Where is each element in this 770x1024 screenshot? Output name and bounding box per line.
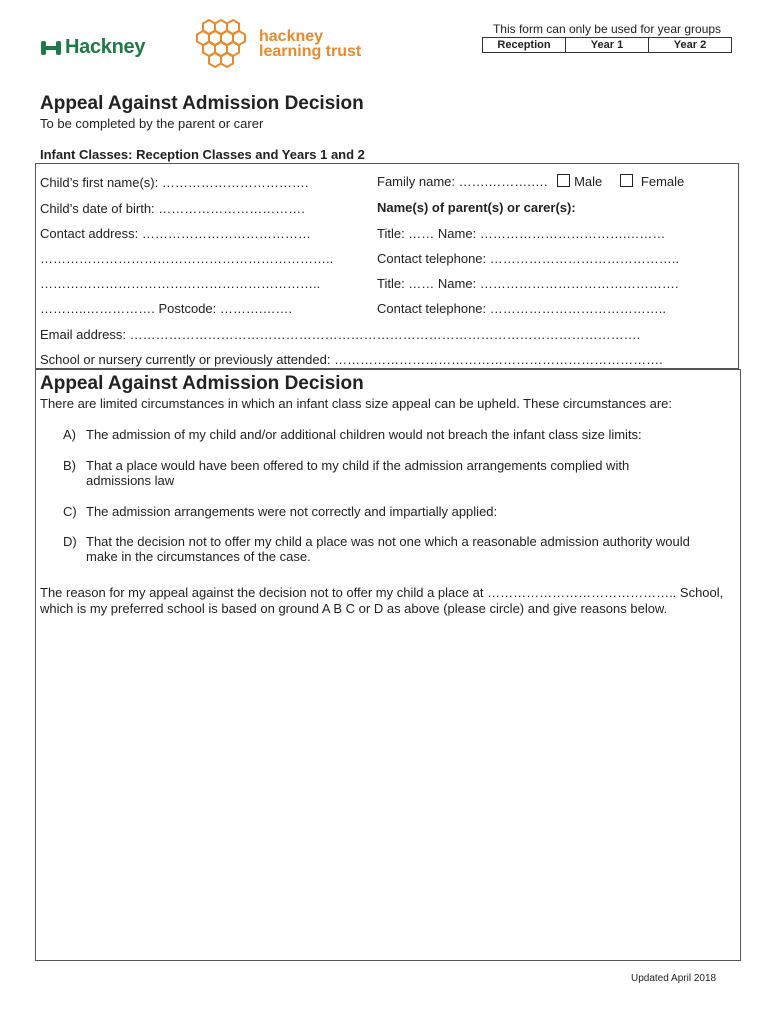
ground-c — [63, 504, 703, 519]
year-group-notice — [482, 22, 732, 53]
parents-heading: Name(s) of parent(s) or carer(s): — [377, 200, 576, 215]
ground-d-text: That the decision not to offer my child a place was not one which a reasonable admission authority would make in the circumstances of the case. — [86, 534, 690, 564]
hackney-logo — [40, 36, 145, 59]
learning-trust-line1: hackney — [259, 28, 324, 45]
ground-a-text: The admission of my child and/or additional children would not breach the infant class size limits: — [86, 427, 642, 442]
gender-row — [377, 174, 684, 189]
hackney-logo-text: Hackney — [65, 36, 146, 58]
email-field[interactable]: Email address: ………………………………………………………………………………………………………. — [40, 327, 641, 342]
parent2-telephone-field[interactable]: Contact telephone: ………………………………….. — [377, 301, 666, 316]
appeal-title: Appeal Against Admission Decision — [40, 373, 364, 394]
year-group-notice-text: This form can only be used for year groups — [492, 22, 722, 36]
female-checkbox[interactable] — [620, 174, 633, 187]
postcode-field[interactable]: ………..……………. Postcode: ……….……. — [40, 301, 293, 316]
appeal-intro: There are limited circumstances in which an infant class size appeal can be upheld. These circumstances are: — [40, 396, 673, 411]
hackney-h-icon — [40, 39, 62, 57]
family-name-field[interactable]: Family name: …….……….…. — [377, 174, 548, 189]
parent2-name-field[interactable]: Title: …… Name: ………………………………………. — [377, 276, 679, 291]
ground-a — [63, 427, 703, 442]
male-label: Male — [574, 174, 603, 189]
updated-date: Updated April 2018 — [631, 973, 717, 984]
child-first-name-field[interactable]: Child’s first name(s): ……………………………. — [40, 175, 309, 190]
year-group-year2: Year 2 — [673, 39, 707, 51]
learning-trust-wordmark — [259, 29, 361, 59]
appeal-reason-prompt: The reason for my appeal against the decision not to offer my child a place at …………………………………….. School, which is my preferred school is based on ground A B C or D as above (please circle) and give reasons below. — [40, 585, 724, 616]
learning-trust-logo — [195, 18, 361, 70]
ground-d-letter: D) — [63, 534, 77, 549]
contact-address-field[interactable]: Contact address: ………………………………… — [40, 226, 311, 241]
honeycomb-icon — [195, 18, 251, 70]
ground-b-text: That a place would have been offered to my child if the admission arrangements complied with admissions law — [86, 458, 630, 488]
section-heading: Infant Classes: Reception Classes and Years 1 and 2 — [40, 147, 365, 162]
year-group-table — [482, 37, 732, 53]
ground-c-text: The admission arrangements were not correctly and impartially applied: — [86, 504, 498, 519]
child-dob-field[interactable]: Child’s date of birth: ……………………………. — [40, 201, 305, 216]
page-title: Appeal Against Admission Decision — [40, 93, 364, 114]
address-line-2-field[interactable]: ………………………………………………………….. — [40, 251, 334, 266]
female-label: Female — [640, 174, 685, 189]
ground-a-letter: A) — [63, 427, 76, 442]
ground-b-letter: B) — [63, 458, 76, 473]
year-group-reception: Reception — [483, 38, 566, 52]
male-checkbox[interactable] — [557, 174, 570, 187]
reasons-writing-area[interactable] — [40, 640, 735, 955]
year-group-year1: Year 1 — [566, 38, 649, 52]
ground-c-letter: C) — [63, 504, 77, 519]
learning-trust-line2: learning trust — [259, 43, 362, 60]
page-subtitle: To be completed by the parent or carer — [40, 116, 264, 131]
parent1-telephone-field[interactable]: Contact telephone: …………………………………….. — [377, 251, 679, 266]
ground-b — [63, 458, 703, 488]
parent1-name-field[interactable]: Title: …… Name: …………………………….……… — [377, 226, 666, 241]
ground-d — [63, 534, 703, 564]
school-attended-field[interactable]: School or nursery currently or previously attended: …………………………………………………………………. — [40, 352, 663, 367]
address-line-3-field[interactable]: ……………………………………………………….. — [40, 276, 321, 291]
